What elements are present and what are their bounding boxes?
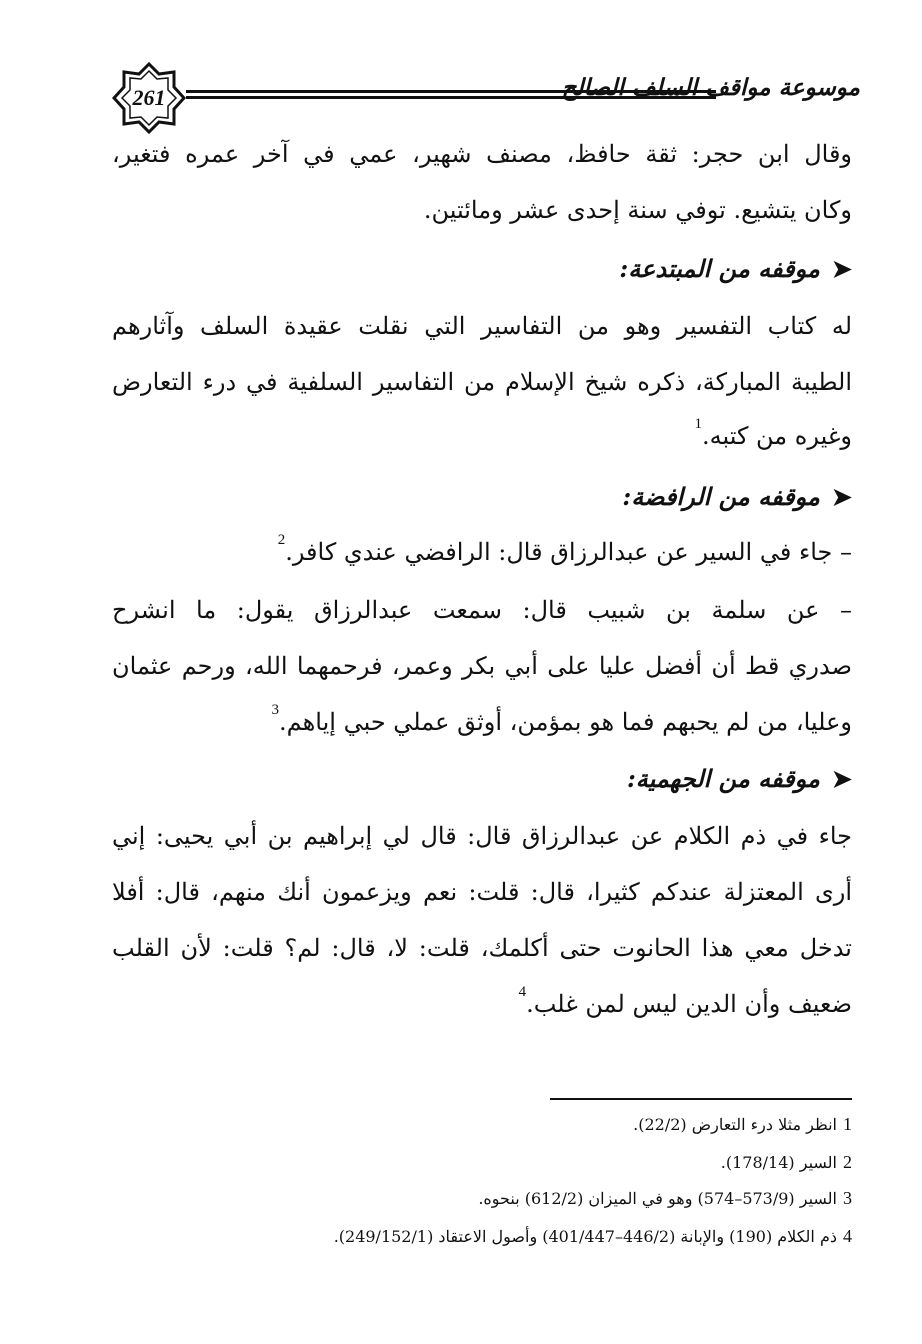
section-heading (622, 482, 852, 511)
footnote-number: 2 (843, 1152, 852, 1172)
line-text: – جاء في السير عن عبدالرزاق قال: الرافضي عندي كافر. (285, 538, 852, 566)
line-text: وغيره من كتبه. (702, 422, 852, 450)
footnote-ref[interactable]: 4 (518, 984, 527, 1000)
footnote-ref[interactable]: 1 (694, 416, 702, 432)
body-line: له كتاب التفسير وهو من التفاسير التي نقلت عقيدة السلف وآثارهم (112, 312, 853, 340)
footnote-number: 4 (843, 1226, 852, 1246)
arrow-bullet-icon: ➤ (831, 764, 852, 793)
footnote-ref[interactable]: 3 (271, 702, 280, 718)
body-line: أرى المعتزلة عندكم كثيرا، قال: قلت: نعم ويزعمون أنك منهم، قال: أفلا (112, 878, 852, 906)
body-line: جاء في ذم الكلام عن عبدالرزاق قال: قال لي إبراهيم بن أبي يحيى: إني (112, 822, 852, 850)
page-header (112, 62, 860, 134)
body-line: وقال ابن حجر: ثقة حافظ، مصنف شهير، عمي في آخر عمره فتغير، (112, 140, 853, 168)
page-number: 261 (132, 85, 166, 110)
arrow-bullet-icon: ➤ (831, 254, 852, 283)
footnote-text: ذم الكلام (190) والإبانة (446/2–401/447) وأصول الاعتقاد (249/152/1). (333, 1227, 837, 1246)
section-heading (619, 254, 852, 283)
body-line: وكان يتشيع. توفي سنة إحدى عشر ومائتين. (423, 196, 852, 224)
body-line (112, 532, 852, 566)
footnote-text: السير (573/9–574) وهو في الميزان (612/2) بنحوه. (478, 1189, 837, 1208)
footnote (112, 1152, 852, 1173)
body-line (112, 416, 852, 450)
footnote-ref[interactable]: 2 (277, 532, 286, 548)
body-line (112, 702, 852, 736)
body-line (112, 984, 852, 1018)
arrow-bullet-icon: ➤ (831, 482, 852, 511)
heading-text: موقفه من الرافضة: (622, 482, 820, 511)
footnote (112, 1226, 852, 1247)
section-heading (627, 764, 852, 793)
body-line: تدخل معي هذا الحانوت حتى أكلمك، قلت: لا، قال: لم؟ قلت: لأن القلب (112, 934, 852, 962)
footnote-text: انظر مثلا درء التعارض (22/2). (633, 1115, 837, 1134)
footnote (112, 1114, 852, 1135)
page-number-badge (112, 62, 186, 134)
footnote-text: السير (178/14). (720, 1153, 837, 1172)
heading-text: موقفه من الجهمية: (626, 764, 820, 793)
footnote-separator (550, 1098, 852, 1100)
body-line: الطيبة المباركة، ذكره شيخ الإسلام من التفاسير السلفية في درء التعارض (112, 368, 852, 396)
heading-text: موقفه من المبتدعة: (619, 254, 820, 283)
body-line: – عن سلمة بن شبيب قال: سمعت عبدالرزاق يقول: ما انشرح (112, 596, 852, 624)
line-text: وعليا، من لم يحبهم فما هو بمؤمن، أوثق عملي حبي إياهم. (279, 708, 852, 736)
running-title: موسوعة مواقف السلف الصالح (561, 74, 860, 101)
footnote-number: 1 (843, 1114, 852, 1134)
line-text: ضعيف وأن الدين ليس لمن غلب. (526, 990, 852, 1018)
footnote (112, 1188, 852, 1209)
footnote-number: 3 (843, 1188, 852, 1208)
body-line: صدري قط أن أفضل عليا على أبي بكر وعمر، فرحمهما الله، ورحم عثمان (112, 652, 852, 680)
